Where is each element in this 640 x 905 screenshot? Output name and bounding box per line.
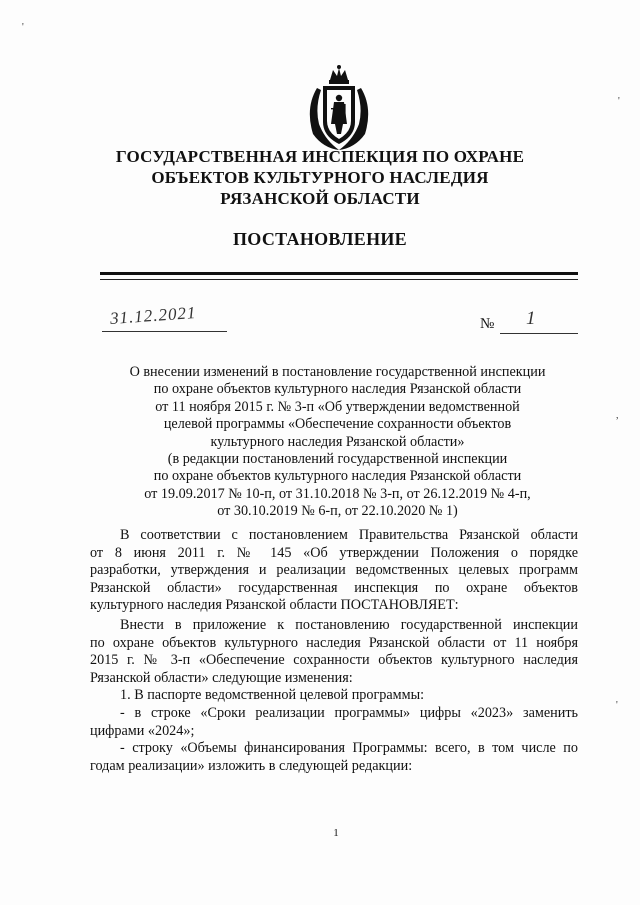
- body-line: В соответствии с постановлением Правительства Рязанской области: [120, 527, 578, 543]
- body-line: от 8 июня 2011 г. № 145 «Об утверждении Положения о порядке: [90, 544, 578, 561]
- body-line: 2015 г. № 3-п «Обеспечение сохранности объектов культурного наследия: [90, 652, 578, 669]
- document-date: 31.12.2021: [109, 303, 198, 328]
- title-line: по охране объектов культурного наследия Рязанской области: [153, 468, 522, 485]
- document-number: 1: [526, 308, 536, 329]
- paragraph: [90, 740, 578, 775]
- title-line: целевой программы «Обеспечение сохранности объектов: [163, 416, 512, 433]
- body-line: цифрами «2024»;: [90, 722, 195, 739]
- title-line: по охране объектов культурного наследия Рязанской области: [153, 381, 522, 398]
- organization-name: [60, 146, 580, 209]
- paragraph: [90, 527, 578, 615]
- body-line: - в строке «Сроки реализации программы» цифры «2023» заменить: [120, 704, 578, 721]
- body-line: Внести в приложение к постановлению государственной инспекции: [120, 616, 578, 633]
- header-divider: [100, 272, 578, 275]
- scan-mark: ,: [616, 410, 619, 421]
- body-line: Рязанской области» следующие изменения:: [90, 669, 353, 686]
- title-line: от 19.09.2017 № 10-п, от 31.10.2018 № 3-п, от 26.12.2019 № 4-п,: [144, 485, 531, 502]
- body-line: 1. В паспорте ведомственной целевой программы:: [120, 687, 425, 704]
- scan-mark: ': [616, 700, 618, 711]
- title-line: О внесении изменений в постановление государственной инспекции: [129, 364, 546, 380]
- document-body: [90, 527, 578, 775]
- document-type-heading: ПОСТАНОВЛЕНИЕ: [233, 229, 407, 249]
- body-line: по охране объектов культурного наследия Рязанской области от 11 ноября: [90, 634, 578, 651]
- body-line: разработки, утверждения и реализации ведомственных целевых программ: [90, 562, 578, 579]
- title-line: (в редакции постановлений государственной инспекции: [167, 451, 508, 468]
- scan-mark: ': [22, 22, 24, 33]
- paragraph: [90, 705, 578, 740]
- organization-line: ГОСУДАРСТВЕННАЯ ИНСПЕКЦИЯ ПО ОХРАНЕ: [115, 147, 525, 166]
- body-line: годам реализации» изложить в следующей редакции:: [90, 757, 413, 774]
- body-line: Рязанской области» государственная инспекция по охране объектов: [90, 579, 578, 596]
- number-underline: [500, 333, 578, 334]
- organization-line: ОБЪЕКТОВ КУЛЬТУРНОГО НАСЛЕДИЯ: [151, 168, 489, 187]
- page-number: 1: [333, 827, 339, 839]
- number-label: №: [480, 316, 495, 332]
- paragraph: [90, 617, 578, 687]
- document-title: [80, 364, 595, 521]
- organization-line: РЯЗАНСКОЙ ОБЛАСТИ: [220, 189, 420, 208]
- title-line: от 30.10.2019 № 6-п, от 22.10.2020 № 1): [217, 503, 458, 520]
- body-line: - строку «Объемы финансирования Программы: всего, в том числе по: [120, 740, 578, 757]
- title-line: от 11 ноября 2015 г. № 3-п «Об утверждении ведомственной: [155, 398, 520, 415]
- date-underline: [102, 331, 227, 332]
- body-line: культурного наследия Рязанской области ПОСТАНОВЛЯЕТ:: [90, 597, 459, 614]
- coat-of-arms-emblem: [299, 64, 379, 154]
- header-divider-thin: [100, 279, 578, 280]
- title-line: культурного наследия Рязанской области»: [210, 433, 465, 450]
- scan-mark: ': [618, 96, 620, 107]
